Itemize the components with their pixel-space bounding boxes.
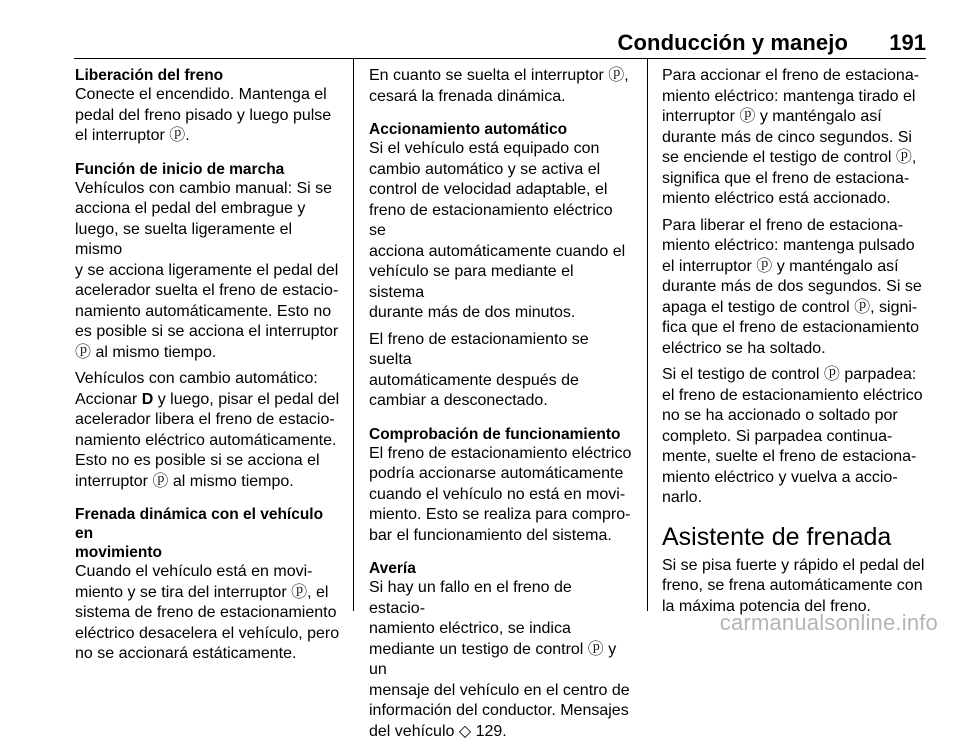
paragraph-dynamic-braking: Cuando el vehículo está en movi- miento y se tira del interruptor ⓟ, el sistema de freno de estacionamiento eléctrico desacelera el vehículo, pero no se accionará estáticamente. [75,563,340,662]
gear-d-label: D [141,390,154,408]
heading-function-check: Comprobación de funcionamiento [369,425,621,443]
paragraph-automatic-transmission [75,369,340,492]
auto-text-a: Vehículos con cambio automático: Accionar [75,370,318,408]
column-2 [369,66,632,755]
heading-dynamic-braking: Frenada dinámica con el vehículo en movimiento [75,506,324,561]
heading-brake-assist: Asistente de frenada [662,522,892,551]
column-divider-1 [353,58,354,611]
paragraph-automatic-release: El freno de estacionamiento se suelta automáticamente después de cambiar a desconectado. [369,330,589,409]
column-1 [75,66,340,678]
paragraph-automatic-application: Si el vehículo está equipado con cambio automático y se activa el control de velocidad adaptable, el freno de estacionamiento eléctrico se acciona automáticamente cuando el vehículo se para mediante el sistema durante más de dos minutos. [369,140,626,321]
heading-fault: Avería [369,560,416,577]
column-3 [662,66,926,630]
paragraph-brake-release: Conecte el encendido. Mantenga el pedal del freno pisado y luego pulse el interruptor ⓟ. [75,86,332,144]
paragraph-warning-flash: Si el testigo de control ⓟ parpadea: el freno de estacionamiento eléctrico no se ha accionado o soltado por completo. Si parpadea continua- mente, suelte el freno de estaciona- miento eléctrico y vuelva a accio- narlo. [662,366,923,506]
page-number: 191 [889,30,926,55]
watermark: carmanualsonline.info [719,610,938,635]
paragraph-apply-brake: Para accionar el freno de estaciona- miento eléctrico: mantenga tirado el interruptor ⓟ y manténgalo así durante más de cinco segundos. Si se enciende el testigo de control ⓟ, significa que el freno de estaciona- miento eléctrico está accionado. [662,67,920,207]
paragraph-function-check: El freno de estacionamiento eléctrico podría accionarse automáticamente cuando el vehículo no está en movi- miento. Esto se realiza para compro- bar el funcionamiento del sistema. [369,444,632,544]
heading-drive-away: Función de inicio de marcha [75,160,285,178]
paragraph-switch-release: En cuanto se suelta el interruptor ⓟ, cesará la frenada dinámica. [369,67,629,105]
section-title: Conducción y manejo [617,30,848,55]
column-divider-2 [647,58,648,611]
heading-automatic-application: Accionamiento automático [369,121,568,138]
page-header [0,30,960,58]
header-divider [74,58,926,59]
auto-text-b: y luego, pisar el pedal del acelerador libera el freno de estacio- namiento eléctrico automáticamente. Esto no es posible si se acciona el interruptor ⓟ al mismo tiempo. [75,390,340,490]
paragraph-fault: Si hay un fallo en el freno de estacio- namiento eléctrico, se indica mediante un testigo de control ⓟ y un mensaje del vehículo en el centro de información del conductor. Mensajes del vehículo ◇ 129. [369,579,630,740]
paragraph-brake-assist: Si se pisa fuerte y rápido el pedal del freno, se frena automáticamente con la máxima potencia del freno. [662,556,925,615]
paragraph-release-brake: Para liberar el freno de estaciona- miento eléctrico: mantenga pulsado el interruptor ⓟ y manténgalo así durante más de dos segundos. Si se apaga el testigo de control ⓟ, signi- fica que el freno de estacionamiento eléctrico se ha soltado. [662,216,922,357]
heading-brake-release: Liberación del freno [75,67,224,84]
paragraph-manual-transmission: Vehículos con cambio manual: Si se acciona el pedal del embrague y luego, se suelta ligeramente el mismo y se acciona ligeramente el pedal del acelerador suelta el freno de estacio- namiento automáticamente. Esto no es posible si se acciona el interruptor ⓟ al mismo tiempo. [75,179,339,361]
